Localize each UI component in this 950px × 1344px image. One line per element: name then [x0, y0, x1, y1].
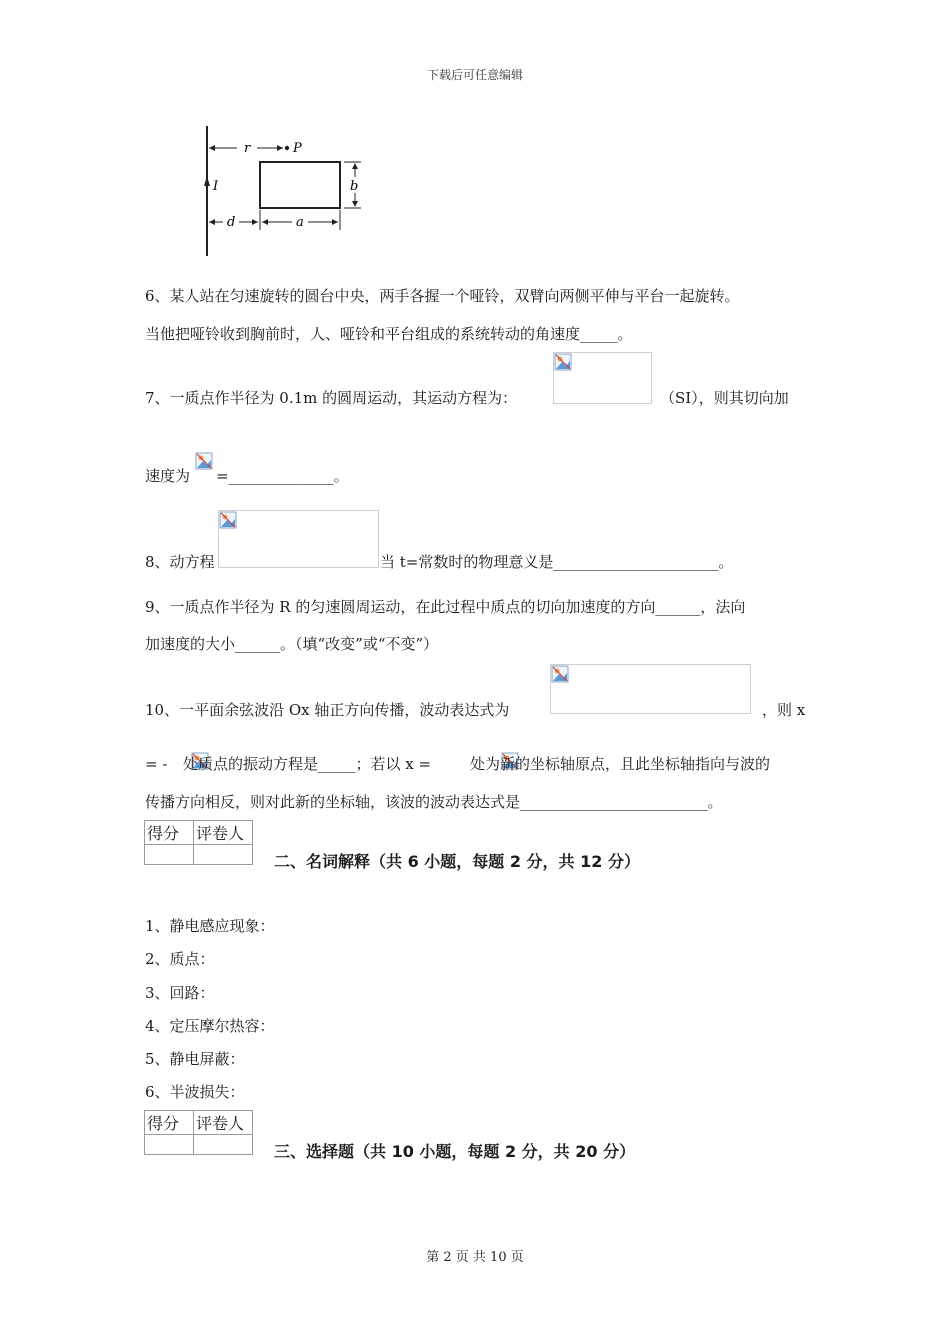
section2-item-4: 4、定压摩尔热容： — [145, 1017, 275, 1035]
q7-line2-prefix: 速度为 — [145, 467, 191, 485]
q6-line1: 6、某人站在匀速旋转的圆台中央，两手各握一个哑铃，双臂向两侧平伸与平台一起旋转。 — [145, 287, 740, 305]
grader-label: 评卷人 — [194, 1111, 253, 1135]
point-p — [285, 146, 289, 150]
q9-line1: 9、一质点作半径为 R 的匀速圆周运动，在此过程中质点的切向加速度的方向______，法向 — [145, 598, 746, 616]
section3-title: 三、选择题（共 10 小题，每题 2 分，共 20 分） — [274, 1142, 636, 1161]
broken-image-icon — [551, 665, 569, 683]
q10-line2-a: = - — [145, 755, 168, 773]
q7-prefix: 7、一质点作半径为 0.1m 的圆周运动，其运动方程为： — [145, 389, 518, 407]
q7-line2-suffix: =______________。 — [216, 467, 349, 485]
grader-cell[interactable] — [194, 845, 253, 865]
section2-title: 二、名词解释（共 6 小题，每题 2 分，共 12 分） — [274, 852, 640, 871]
q10-line2-c: 处为新的坐标轴原点，且此坐标轴指向与波的 — [470, 755, 771, 773]
current-arrow — [204, 176, 210, 186]
page-footer: 第 2 页 共 10 页 — [426, 1250, 524, 1265]
section2-item-6: 6、半波损失： — [145, 1083, 245, 1101]
section2-item-5: 5、静电屏蔽： — [145, 1050, 245, 1068]
section2-item-1: 1、静电感应现象： — [145, 917, 275, 935]
q10-suffix: ，则 x — [762, 701, 806, 719]
broken-image-icon — [195, 452, 213, 470]
q7-suffix: （SI），则其切向加 — [660, 389, 789, 407]
q10-prefix: 10、一平面余弦波沿 Ox 轴正方向传播，波动表达式为 — [145, 701, 510, 719]
q6-line2: 当他把哑铃收到胸前时，人、哑铃和平台组成的系统转动的角速度_____。 — [145, 325, 633, 343]
rect-loop — [260, 162, 340, 208]
label-d: d — [227, 215, 236, 230]
q8-prefix: 8、动方程 — [145, 553, 215, 571]
broken-image-icon — [554, 353, 572, 371]
q7-equation-image — [553, 352, 652, 404]
score-cell[interactable] — [145, 1135, 194, 1155]
score-table-2 — [144, 1110, 253, 1155]
score-cell[interactable] — [145, 845, 194, 865]
q10-line2-b: 处质点的振动方程是_____；若以 x = — [183, 755, 432, 773]
broken-image-icon — [219, 511, 237, 529]
label-b: b — [350, 179, 359, 194]
label-p: P — [293, 141, 302, 156]
grader-cell[interactable] — [194, 1135, 253, 1155]
q8-equation-image — [218, 510, 379, 568]
label-r: r — [244, 141, 251, 156]
q7-accel-image — [195, 452, 213, 470]
score-label: 得分 — [145, 1111, 194, 1135]
q8-suffix: 当 t=常数时的物理意义是______________________。 — [380, 553, 734, 571]
q10-equation-image — [550, 664, 751, 714]
score-label: 得分 — [145, 821, 194, 845]
score-table — [144, 820, 253, 865]
page-header: 下载后可任意编辑 — [426, 68, 523, 82]
grader-label: 评卷人 — [194, 821, 253, 845]
label-i: I — [213, 179, 219, 194]
q9-line2: 加速度的大小______。（填“改变”或“不变”） — [145, 635, 439, 653]
label-a: a — [296, 215, 304, 230]
section2-item-2: 2、质点： — [145, 950, 215, 968]
section2-item-3: 3、回路： — [145, 984, 215, 1002]
q10-line3: 传播方向相反，则对此新的坐标轴，该波的波动表达式是_________________________。 — [145, 793, 723, 811]
circuit-figure — [195, 124, 375, 260]
